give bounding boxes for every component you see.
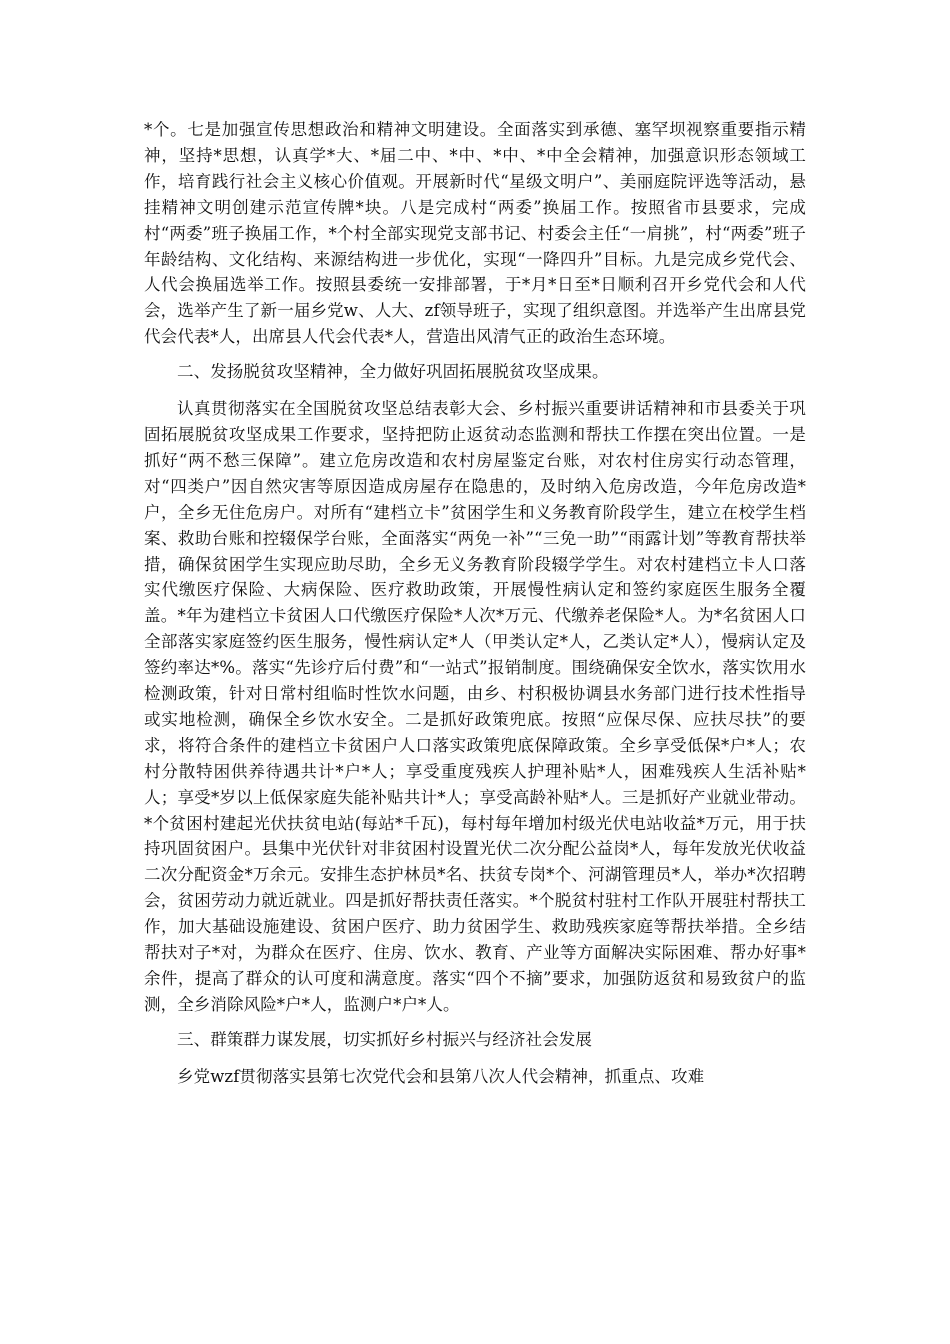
section-heading-3: 三、群策群力谋发展，切实抓好乡村振兴与经济社会发展: [177, 1029, 592, 1049]
document-body: [144, 117, 806, 1090]
paragraph-section-3-start: 乡党wzf贯彻落实县第七次党代会和县第八次人代会精神，抓重点、攻难: [177, 1066, 705, 1086]
paragraph-section-2: 认真贯彻落实在全国脱贫攻坚总结表彰大会、乡村振兴重要讲话精神和市县委关于巩固拓展脱贫攻坚成果工作要求，坚持把防止返贫动态监测和帮扶工作摆在突出位置。一是抓好“两不愁三保障”。建立危房改造和农村房屋鉴定台账，对农村住房实行动态管理，对“四类户”因自然灾害等原因造成房屋存在隐患的，及时纳入危房改造，今年危房改造*户，全乡无住危房户。对所有“建档立卡”贫困学生和义务教育阶段学生，建立在校学生档案、救助台账和控辍保学台账，全面落实“两免一补”“三免一助”“雨露计划”等教育帮扶举措，确保贫困学生实现应助尽助，全乡无义务教育阶段辍学学生。对农村建档立卡人口落实代缴医疗保险、大病保险、医疗救助政策，开展慢性病认定和签约家庭医生服务全覆盖。*年为建档立卡贫困人口代缴医疗保险*人次*万元、代缴养老保险*人。为*名贫困人口全部落实家庭签约医生服务，慢性病认定*人（甲类认定*人，乙类认定*人），慢病认定及签约率达*%。落实“先诊疗后付费”和“一站式”报销制度。围绕确保安全饮水，落实饮用水检测政策，针对日常村组临时性饮水问题，由乡、村积极协调县水务部门进行技术性指导或实地检测，确保全乡饮水安全。二是抓好政策兜底。按照“应保尽保、应扶尽扶”的要求，将符合条件的建档立卡贫困户人口落实政策兜底保障政策。全乡享受低保*户*人；农村分散特困供养待遇共计*户*人；享受重度残疾人护理补贴*人，困难残疾人生活补贴*人；享受*岁以上低保家庭失能补贴共计*人；享受高龄补贴*人。三是抓好产业就业带动。*个贫困村建起光伏扶贫电站(每站*千瓦)，每村每年增加村级光伏电站收益*万元，用于扶持巩固贫困户。县集中光伏针对非贫困村设置光伏二次分配公益岗*人，每年发放光伏收益二次分配资金*万余元。安排生态护林员*名、扶贫专岗*个、河湖管理员*人，举办*次招聘会，贫困劳动力就近就业。四是抓好帮扶责任落实。*个脱贫村驻村工作队开展驻村帮扶工作，加大基础设施建设、贫困户医疗、助力贫困学生、救助残疾家庭等帮扶举措。全乡结帮扶对子*对，为群众在医疗、住房、饮水、教育、产业等方面解决实际困难、帮办好事*余件，提高了群众的认可度和满意度。落实“四个不摘”要求，加强防返贫和易致贫户的监测，全乡消除风险*户*人，监测户*户*人。: [144, 399, 806, 1014]
paragraph-section-1-continued: *个。七是加强宣传思想政治和精神文明建设。全面落实到承德、塞罕坝视察重要指示精神，坚持*思想，认真学*大、*届二中、*中、*中、*中全会精神，加强意识形态领域工作，培育践行社会主义核心价值观。开展新时代“星级文明户”、美丽庭院评选等活动，悬挂精神文明创建示范宣传牌*块。八是完成村“两委”换届工作。按照省市县要求，完成村“两委”班子换届工作，*个村全部实现党支部书记、村委会主任“一肩挑”，村“两委”班子年龄结构、文化结构、来源结构进一步优化，实现“一降四升”目标。九是完成乡党代会、人代会换届选举工作。按照县委统一安排部署，于*月*日至*日顺利召开乡党代会和人代会，选举产生了新一届乡党w、人大、zf领导班子，实现了组织意图。并选举产生出席县党代会代表*人，出席县人代会代表*人，营造出风清气正的政治生态环境。: [144, 120, 806, 347]
section-heading-2: 二、发扬脱贫攻坚精神，全力做好巩固拓展脱贫攻坚成果。: [177, 362, 609, 382]
